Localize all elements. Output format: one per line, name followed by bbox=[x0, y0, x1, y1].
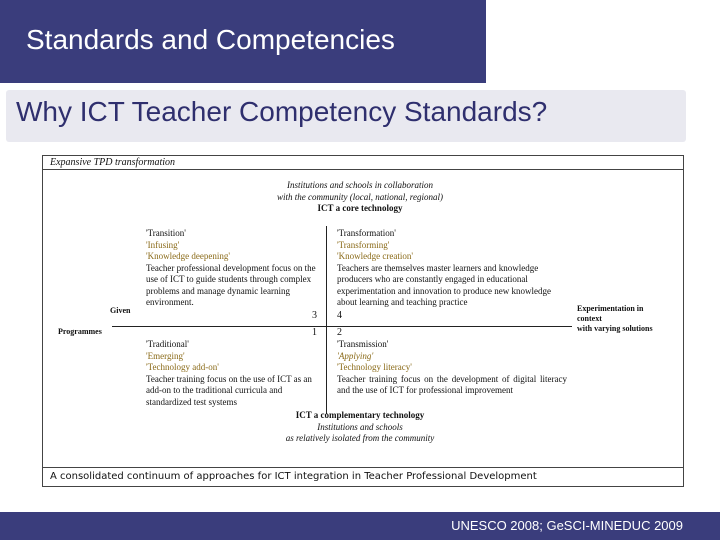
q4-label-3: 'Knowledge creation' bbox=[337, 251, 413, 261]
right-line-3: with varying solutions bbox=[577, 324, 653, 333]
q2-body: Teacher training focus on the development of digital literacy and the use of ICT for professional improvement bbox=[337, 373, 567, 395]
right-line-2: context bbox=[577, 314, 602, 323]
quadrant-3 bbox=[146, 228, 326, 309]
slide-subtitle: Why ICT Teacher Competency Standards? bbox=[16, 96, 548, 127]
frame-label: Expansive TPD transformation bbox=[50, 157, 175, 168]
q2-label-1: 'Transmission' bbox=[337, 339, 389, 349]
bottom-line-1: ICT a complementary technology bbox=[295, 410, 425, 420]
top-line-2: with the community (local, national, regional) bbox=[277, 191, 443, 202]
slide-title: Standards and Competencies bbox=[26, 24, 395, 55]
q3-label-3: 'Knowledge deepening' bbox=[146, 251, 230, 261]
right-axis-label bbox=[577, 304, 673, 334]
q2-label-2: 'Applying' bbox=[337, 350, 374, 361]
q1-label-3: 'Technology add-on' bbox=[146, 362, 219, 372]
q4-label-2: 'Transforming' bbox=[337, 239, 390, 250]
left-label-programmes: Programmes bbox=[58, 327, 102, 336]
q4-body: Teachers are themselves master learners and knowledge producers who are constantly engaged in educational experimentation and innovation to produce new knowledge about learning and teaching practice bbox=[337, 262, 551, 307]
right-line-1: Experimentation in bbox=[577, 304, 644, 313]
footer-citation: UNESCO 2008; GeSCI-MINEDUC 2009 bbox=[451, 518, 683, 533]
top-line-1: Institutions and schools in collaboration bbox=[286, 180, 433, 190]
q1-number: 1 bbox=[312, 327, 317, 338]
q4-label-1: 'Transformation' bbox=[337, 228, 396, 238]
q1-label-2: 'Emerging' bbox=[146, 350, 185, 361]
bottom-line-3: as relatively isolated from the community bbox=[285, 433, 435, 443]
top-axis-label bbox=[250, 180, 470, 215]
frame-rule-bottom bbox=[42, 467, 683, 468]
bottom-line-2: Institutions and schools bbox=[317, 421, 403, 432]
q2-number: 2 bbox=[337, 327, 342, 338]
bottom-axis-label bbox=[250, 410, 470, 445]
q2-label-3: 'Technology literacy' bbox=[337, 362, 412, 372]
left-label-given: Given bbox=[110, 306, 131, 315]
q3-label-2: 'Infusing' bbox=[146, 239, 180, 250]
frame-rule-top bbox=[42, 169, 683, 170]
q3-label-1: 'Transition' bbox=[146, 228, 186, 238]
horizontal-axis bbox=[112, 326, 572, 327]
quadrant-4 bbox=[337, 228, 567, 309]
q1-label-1: 'Traditional' bbox=[146, 339, 189, 349]
diagram-caption: A consolidated continuum of approaches for ICT integration in Teacher Professional Development bbox=[50, 471, 537, 482]
q1-body: Teacher training focus on the use of ICT as an add-on to the traditional curricula and standardized test systems bbox=[146, 373, 312, 407]
vertical-axis bbox=[326, 226, 327, 414]
q3-number: 3 bbox=[312, 310, 317, 321]
q4-number: 4 bbox=[337, 310, 342, 321]
q3-body: Teacher professional development focus on the use of ICT to guide students through complex problems and manage dynamic learning environment. bbox=[146, 262, 316, 307]
quadrant-2 bbox=[337, 339, 567, 397]
top-line-3: ICT a core technology bbox=[317, 203, 403, 213]
quadrant-1 bbox=[146, 339, 326, 408]
